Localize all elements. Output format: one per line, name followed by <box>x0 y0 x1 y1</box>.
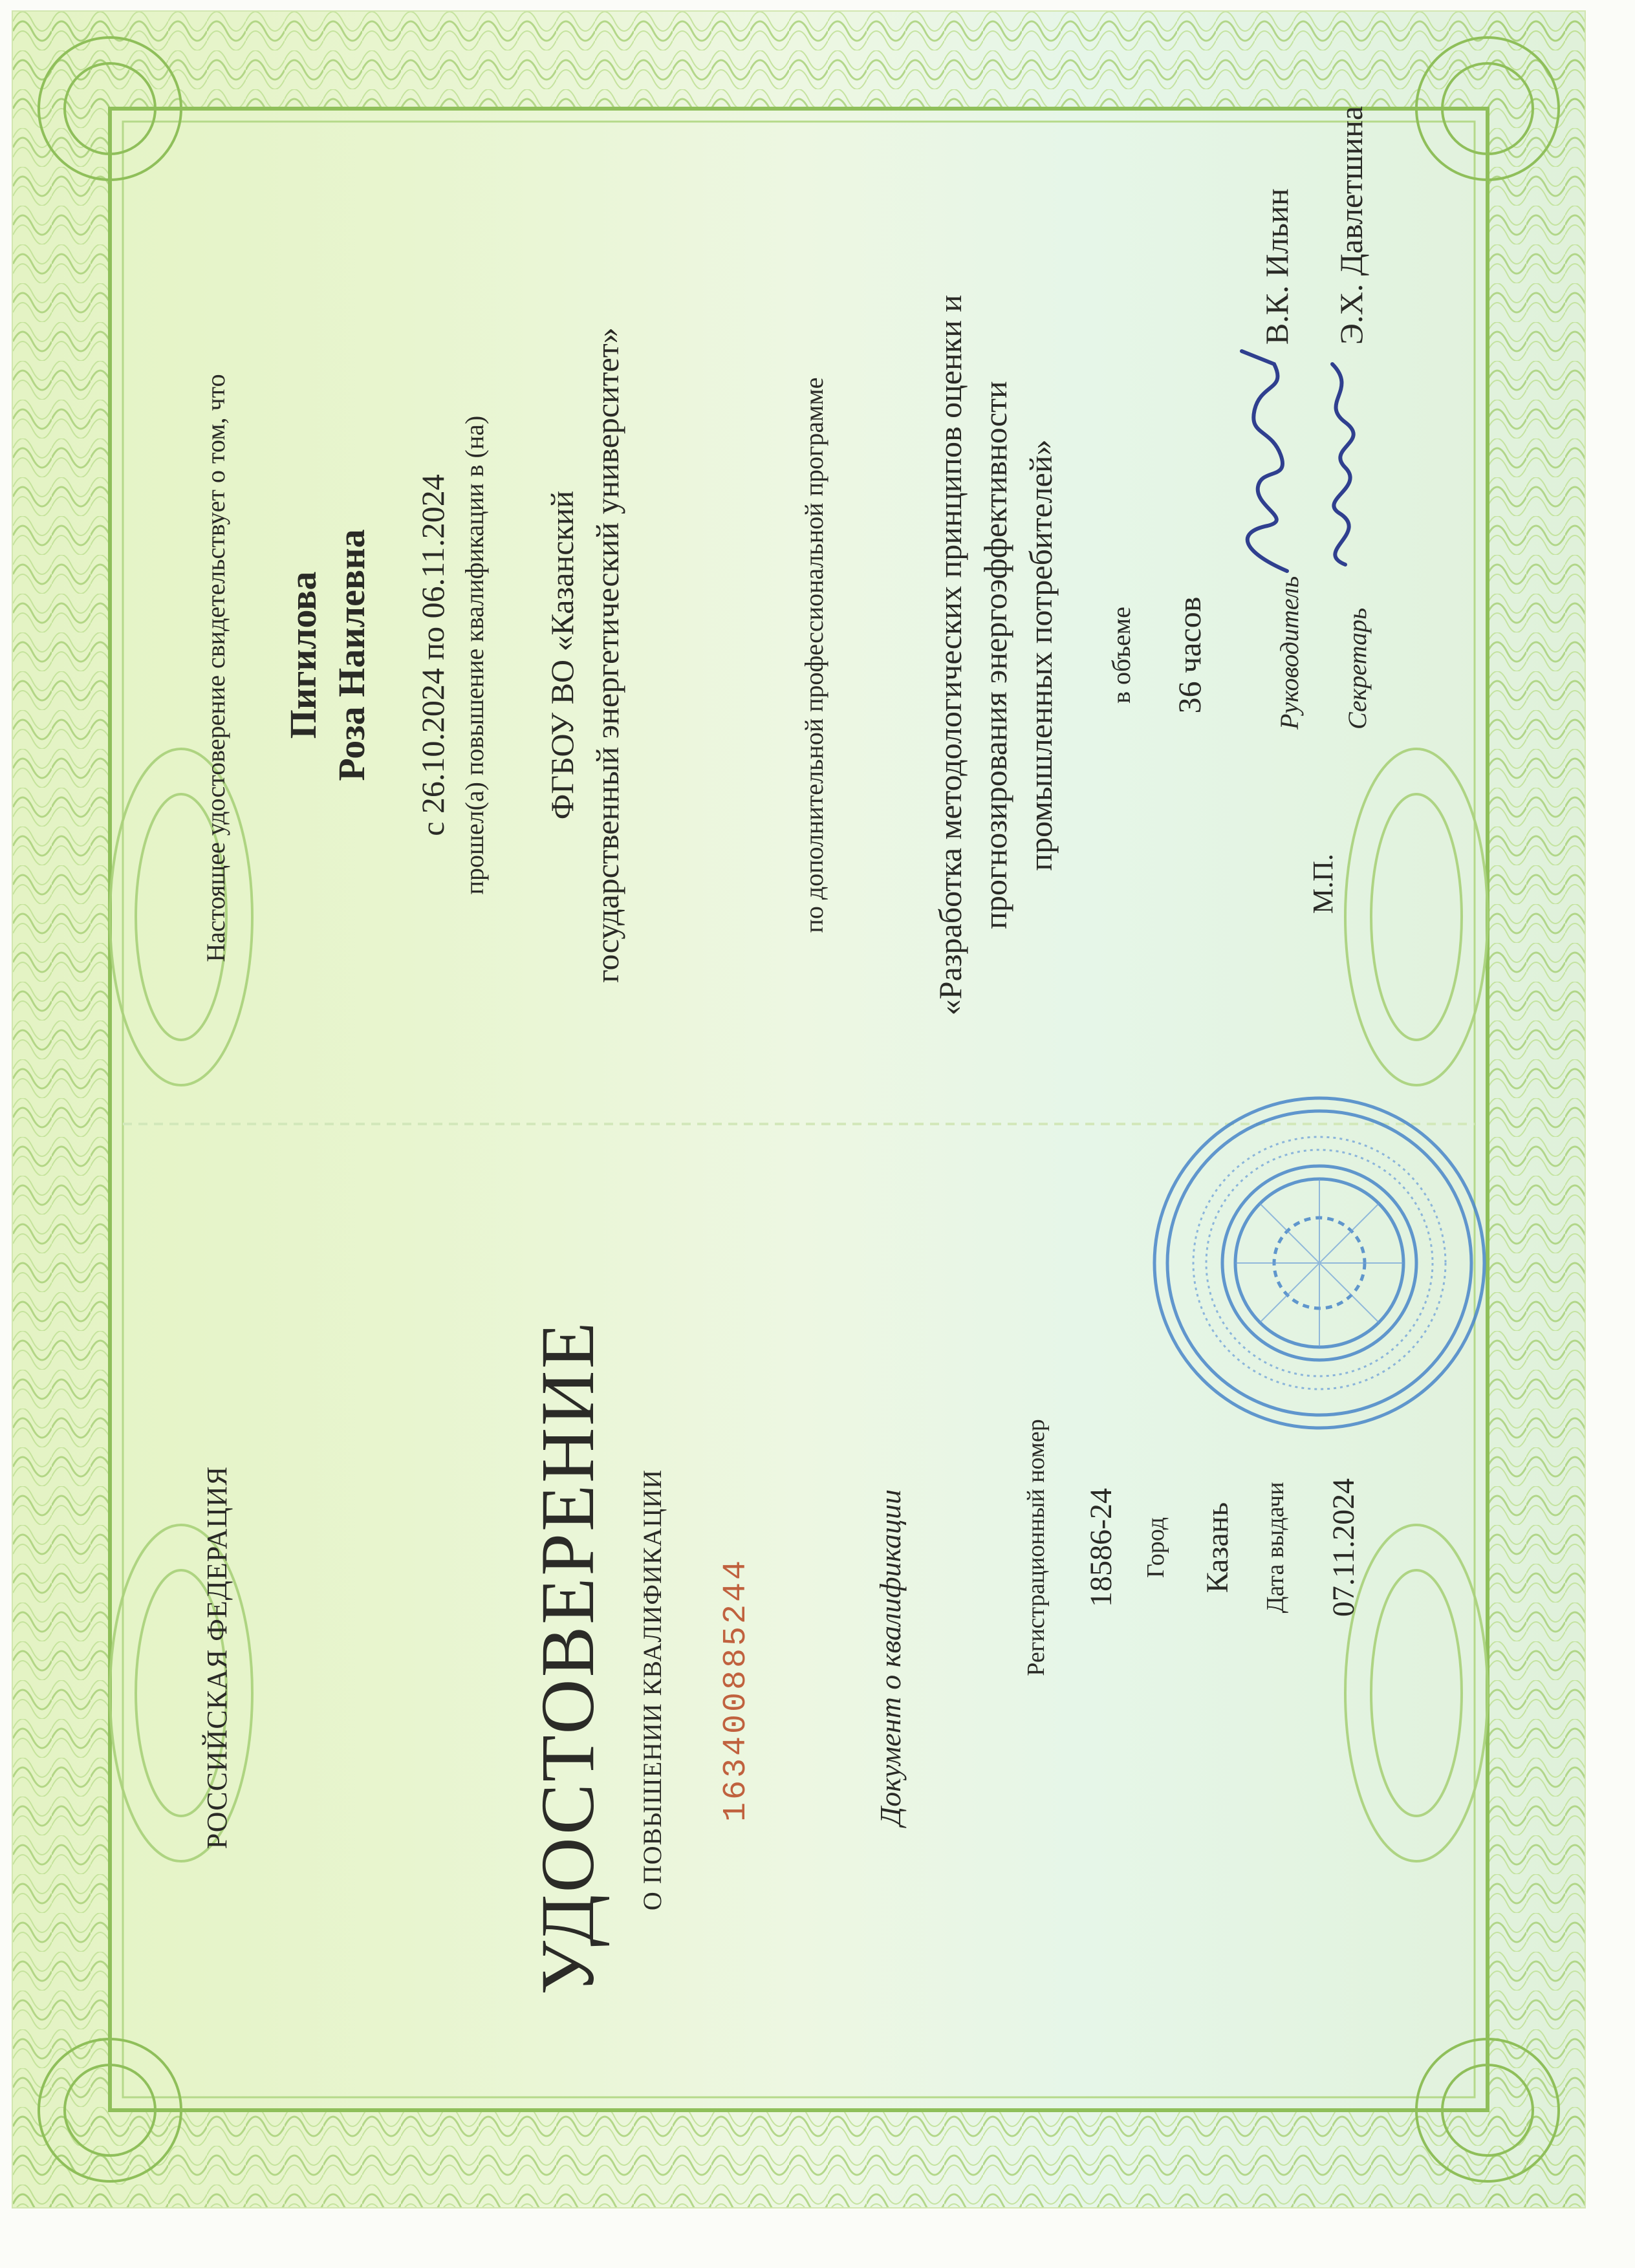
intro-text: Настоящее удостоверение свидетельствует о том, что <box>201 374 230 962</box>
holder-first-names: Роза Наилевна <box>330 529 373 781</box>
registration-label: Регистрационный номер <box>1023 1419 1050 1676</box>
serial-number: 163400885244 <box>718 1557 755 1822</box>
certificate-title: УДОСТОВЕРЕНИЕ <box>525 1320 610 1995</box>
city-value: Казань <box>1200 1502 1235 1593</box>
certificate-paper <box>13 12 1585 2207</box>
stamp-label: М.П. <box>1307 854 1339 914</box>
head-signature <box>1229 345 1306 578</box>
head-label: Руководитель <box>1275 576 1304 729</box>
city-label: Город <box>1142 1517 1169 1578</box>
holder-last-name: Пигилова <box>282 571 324 739</box>
hours-value: 36 часов <box>1171 596 1207 714</box>
volume-label: в объеме <box>1107 607 1136 704</box>
program-title-line-1: «Разработка методологических принципов оценки и <box>932 294 968 1016</box>
program-title-line-3: промышленных потребителей» <box>1023 439 1059 871</box>
program-title-line-2: прогнозирования энергоэффективности <box>977 381 1013 929</box>
training-text: прошел(а) повышение квалификации в (на) <box>460 415 489 895</box>
organization-line-1: ФГБОУ ВО «Казанский <box>544 490 580 820</box>
registration-number: 18586-24 <box>1084 1488 1118 1607</box>
secretary-signature <box>1306 351 1384 571</box>
issue-date: 07.11.2024 <box>1326 1478 1361 1617</box>
official-seal <box>1145 1088 1494 1438</box>
training-period: с 26.10.2024 по 06.11.2024 <box>415 474 451 836</box>
organization-line-2: государственный энергетический университет» <box>589 327 625 983</box>
issue-date-label: Дата выдачи <box>1262 1482 1289 1614</box>
country-heading: РОССИЙСКАЯ ФЕДЕРАЦИЯ <box>201 1465 233 1850</box>
document-type: Документ о квалификации <box>874 1489 907 1826</box>
secretary-label: Секретарь <box>1343 607 1372 729</box>
certificate-subtitle: О ПОВЫШЕНИИ КВАЛИФИКАЦИИ <box>638 1469 667 1911</box>
head-name: В.К. Ильин <box>1259 188 1295 345</box>
secretary-name: Э.Х. Давлетшина <box>1333 105 1369 345</box>
program-text: по дополнительной профессиональной программе <box>799 377 828 933</box>
